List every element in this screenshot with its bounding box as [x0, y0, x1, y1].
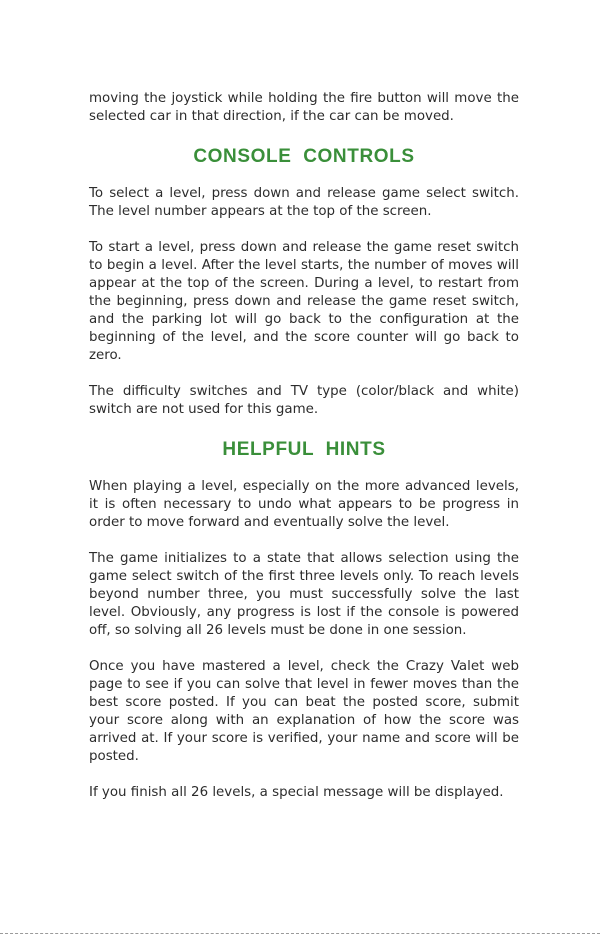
console-controls-paragraph: To select a level, press down and release game select switch. The level number appears at the top of the screen. [89, 186, 519, 219]
intro-paragraph: moving the joystick while holding the fire button will move the selected car in that direction, if the car can be moved. [89, 91, 519, 124]
helpful-hints-paragraph: When playing a level, especially on the more advanced levels, it is often necessary to undo what appears to be progress in order to move forward and eventually solve the level. [89, 479, 519, 530]
console-controls-paragraph: The difficulty switches and TV type (color/black and white) switch are not used for this game. [89, 384, 519, 417]
helpful-hints-paragraph: Once you have mastered a level, check the Crazy Valet web page to see if you can solve that level in fewer moves than the best score posted. If you can beat the posted score, submit your score along with an explanation of how the score was arrived at. If your score is verified, your name and score will be posted. [89, 659, 519, 764]
helpful-hints-heading: HELPFUL HINTS [222, 439, 386, 460]
page-edge-rule [0, 933, 600, 934]
helpful-hints-paragraph: The game initializes to a state that allows selection using the game select switch of the first three levels only. To reach levels beyond number three, you must successfully solve the last level. Obviously, any progress is lost if the console is powered off, so solving all 26 levels must be done in one session. [89, 551, 519, 638]
manual-page [89, 90, 519, 802]
helpful-hints-paragraph: If you finish all 26 levels, a special message will be displayed. [89, 785, 504, 800]
console-controls-heading: CONSOLE CONTROLS [193, 146, 415, 167]
console-controls-paragraph: To start a level, press down and release the game reset switch to begin a level. After the level starts, the number of moves will appear at the top of the screen. During a level, to restart from the beginning, press down and release the game reset switch, and the parking lot will go back to the configuration at the beginning of the level, and the score counter will go back to zero. [89, 240, 519, 363]
